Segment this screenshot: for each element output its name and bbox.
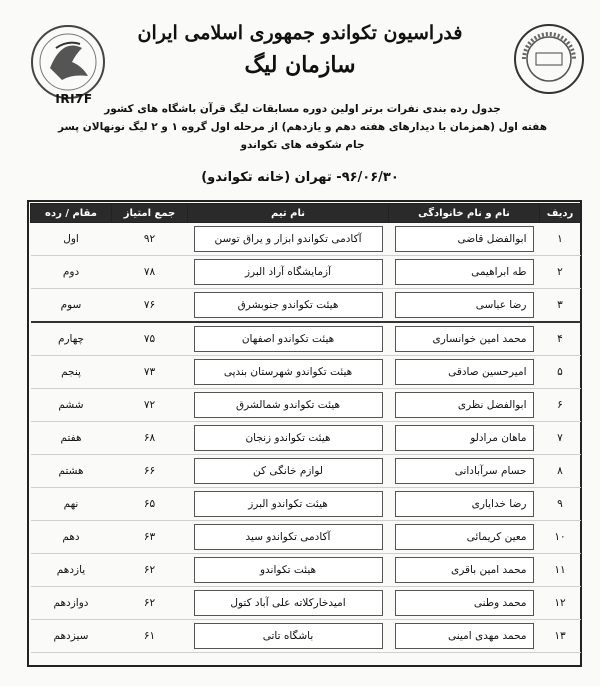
cell-team <box>188 322 389 356</box>
cell-place-text: هفتم <box>60 432 82 444</box>
cell-team-text: هیئت تکواندو جنوبشرق <box>194 292 383 318</box>
cell-team <box>188 223 389 256</box>
cell-score <box>112 289 188 323</box>
table-row <box>31 389 581 422</box>
cell-name-text: حسام سرآبادانی <box>395 458 534 484</box>
cell-place-text: هشتم <box>58 465 84 477</box>
cell-team-text: امیدخارکلاته علی آباد کتول <box>194 590 383 616</box>
cell-score-text: ۶۲ <box>143 564 156 576</box>
table-row <box>31 554 581 587</box>
cell-place <box>31 422 112 455</box>
cell-score-text: ۶۳ <box>143 531 156 543</box>
cell-rank-text: ۱۱ <box>554 564 566 576</box>
cell-score-text: ۶۸ <box>143 432 156 444</box>
cell-place-text: سوم <box>60 299 82 311</box>
cell-name <box>389 289 540 323</box>
cell-team-text: هیئت تکواندو البرز <box>194 491 383 517</box>
cell-place <box>31 389 112 422</box>
cell-name <box>389 587 540 620</box>
header-name: نام و نام خانوادگی <box>389 204 540 223</box>
cell-name <box>389 455 540 488</box>
cell-score <box>112 521 188 554</box>
cell-rank <box>540 289 581 323</box>
cell-team <box>188 620 389 653</box>
cell-score-text: ۹۲ <box>143 233 156 245</box>
cell-name <box>389 554 540 587</box>
cell-rank <box>540 389 581 422</box>
cell-rank <box>540 223 581 256</box>
cell-name-text: محمد امین باقری <box>395 557 534 583</box>
cell-rank <box>540 322 581 356</box>
cell-name <box>389 521 540 554</box>
cell-score-text: ۶۲ <box>143 597 156 609</box>
cell-score-text: ۷۶ <box>143 299 156 311</box>
cell-score-text: ۶۵ <box>143 498 156 510</box>
table-row <box>31 256 581 289</box>
cell-name-text: رضا عباسی <box>395 292 534 318</box>
cell-rank <box>540 422 581 455</box>
cell-name <box>389 422 540 455</box>
cell-name-text: محمد وطنی <box>395 590 534 616</box>
table-row <box>31 422 581 455</box>
cell-team <box>188 256 389 289</box>
table-row <box>31 356 581 389</box>
cell-rank <box>540 256 581 289</box>
cell-score <box>112 356 188 389</box>
cell-team-text: آزمایشگاه آراد البرز <box>194 259 383 285</box>
cell-score <box>112 620 188 653</box>
cell-name-text: ابوالفضل قاضی <box>395 226 534 252</box>
cell-place <box>31 322 112 356</box>
cell-place-text: ششم <box>58 399 84 411</box>
cell-score-text: ۶۱ <box>143 630 156 642</box>
cell-score <box>112 223 188 256</box>
table-row <box>31 289 581 323</box>
cell-score <box>112 322 188 356</box>
cell-score-text: ۷۵ <box>143 333 156 345</box>
cell-team <box>188 356 389 389</box>
cell-name <box>389 256 540 289</box>
cell-rank-text: ۳ <box>557 299 563 311</box>
cell-place-text: چهارم <box>57 333 85 345</box>
cell-place-text: دوم <box>62 266 80 278</box>
cell-name <box>389 488 540 521</box>
cell-team-text: هیئت تکواندو شمالشرق <box>194 392 383 418</box>
cell-team-text: هیئت تکواندو اصفهان <box>194 326 383 352</box>
cell-team <box>188 455 389 488</box>
cell-name-text: محمد امین خوانساری <box>395 326 534 352</box>
cell-team <box>188 389 389 422</box>
cell-rank-text: ۷ <box>557 432 563 444</box>
cell-rank-text: ۱ <box>557 233 563 245</box>
cell-rank <box>540 521 581 554</box>
cell-team <box>188 488 389 521</box>
cell-score <box>112 455 188 488</box>
cell-name <box>389 356 540 389</box>
table-row <box>31 587 581 620</box>
cell-rank-text: ۶ <box>557 399 563 411</box>
cell-place-text: پنجم <box>61 366 81 378</box>
cell-place-text: نهم <box>63 498 79 510</box>
cell-team-text: باشگاه تاتی <box>194 623 383 649</box>
cell-name <box>389 322 540 356</box>
description-line-3: جام شکوفه های تکواندو <box>240 139 365 151</box>
table-row <box>31 488 581 521</box>
description-line-1: جدول رده بندی نفرات برتر اولین دوره مسابقات لیگ قرآن باشگاه های کشور <box>104 103 501 115</box>
logo-caption: IRI7F <box>55 92 93 106</box>
cell-team <box>188 521 389 554</box>
results-table-body <box>31 223 581 653</box>
cell-team <box>188 554 389 587</box>
cell-name <box>389 223 540 256</box>
cell-name-text: طه ابراهیمی <box>395 259 534 285</box>
cell-name-text: ابوالفضل نظری <box>395 392 534 418</box>
cell-team <box>188 587 389 620</box>
cell-place <box>31 587 112 620</box>
cell-place <box>31 223 112 256</box>
cell-rank <box>540 488 581 521</box>
cell-score <box>112 488 188 521</box>
cell-rank <box>540 356 581 389</box>
cell-place <box>31 455 112 488</box>
cell-place <box>31 488 112 521</box>
header-team: نام تیم <box>188 204 389 223</box>
cell-score <box>112 422 188 455</box>
cell-rank <box>540 455 581 488</box>
cell-rank-text: ۴ <box>557 333 563 345</box>
cell-name <box>389 620 540 653</box>
cell-place-text: دهم <box>62 531 80 543</box>
cell-rank-text: ۱۰ <box>554 531 566 543</box>
cell-place <box>31 289 112 323</box>
cell-rank-text: ۱۲ <box>554 597 566 609</box>
cell-name <box>389 389 540 422</box>
cell-score-text: ۶۶ <box>143 465 156 477</box>
event-date: ۹۶/۰۶/۳۰- تهران (خانه تکواندو) <box>201 170 399 185</box>
cell-rank <box>540 620 581 653</box>
cell-score-text: ۷۸ <box>143 266 156 278</box>
cell-team-text: آکادمی تکواندو ابزار و یراق توسن <box>194 226 383 252</box>
header-score: جمع امتیاز <box>112 204 188 223</box>
cell-place-text: اول <box>63 233 79 245</box>
cell-place <box>31 620 112 653</box>
cell-rank-text: ۹ <box>557 498 563 510</box>
table-row <box>31 322 581 356</box>
cell-team-text: آکادمی تکواندو سید <box>194 524 383 550</box>
results-table <box>30 203 581 653</box>
cell-team-text: هیئت تکواندو شهرستان بندپی <box>194 359 383 385</box>
cell-rank <box>540 587 581 620</box>
cell-score-text: ۷۲ <box>143 399 156 411</box>
cell-rank-text: ۸ <box>557 465 563 477</box>
cell-place <box>31 256 112 289</box>
cell-name-text: معین کریمائی <box>395 524 534 550</box>
table-row <box>31 620 581 653</box>
header-rank: ردیف <box>540 204 581 223</box>
cell-score <box>112 554 188 587</box>
cell-name-text: امیرحسین صادقی <box>395 359 534 385</box>
cell-place <box>31 521 112 554</box>
cell-score <box>112 389 188 422</box>
cell-rank <box>540 554 581 587</box>
description-line-2: هفته اول (همزمان با دیدارهای هفته دهم و یازدهم) از مرحله اول گروه ۱ و ۲ لیگ نونهالان پسر <box>57 121 548 133</box>
cell-name-text: رضا خدایاری <box>395 491 534 517</box>
cell-rank-text: ۱۳ <box>554 630 566 642</box>
cell-place <box>31 554 112 587</box>
cell-rank-text: ۵ <box>557 366 563 378</box>
table-header-row <box>31 204 581 223</box>
cell-place <box>31 356 112 389</box>
cell-place-text: دوازدهم <box>53 597 89 609</box>
table-row <box>31 521 581 554</box>
cell-score <box>112 256 188 289</box>
cell-score-text: ۷۳ <box>143 366 156 378</box>
cell-team-text: هیئت تکواندو <box>194 557 383 583</box>
cell-team-text: لوازم خانگی کن <box>194 458 383 484</box>
table-row <box>31 223 581 256</box>
cell-rank-text: ۲ <box>557 266 563 278</box>
cell-name-text: محمد مهدی امینی <box>395 623 534 649</box>
federation-title: فدراسیون تکواندو جمهوری اسلامی ایران <box>137 22 463 44</box>
cell-team-text: هیئت تکواندو زنجان <box>194 425 383 451</box>
cell-place-text: یازدهم <box>56 564 86 576</box>
cell-place-text: سیزدهم <box>53 630 89 642</box>
table-row <box>31 455 581 488</box>
league-seal-icon <box>512 22 586 96</box>
cell-name-text: ماهان مرادلو <box>395 425 534 451</box>
cell-team <box>188 289 389 323</box>
cell-team <box>188 422 389 455</box>
header-place: مقام / رده <box>31 204 112 223</box>
organization-title: سازمان لیگ <box>244 52 356 78</box>
cell-score <box>112 587 188 620</box>
